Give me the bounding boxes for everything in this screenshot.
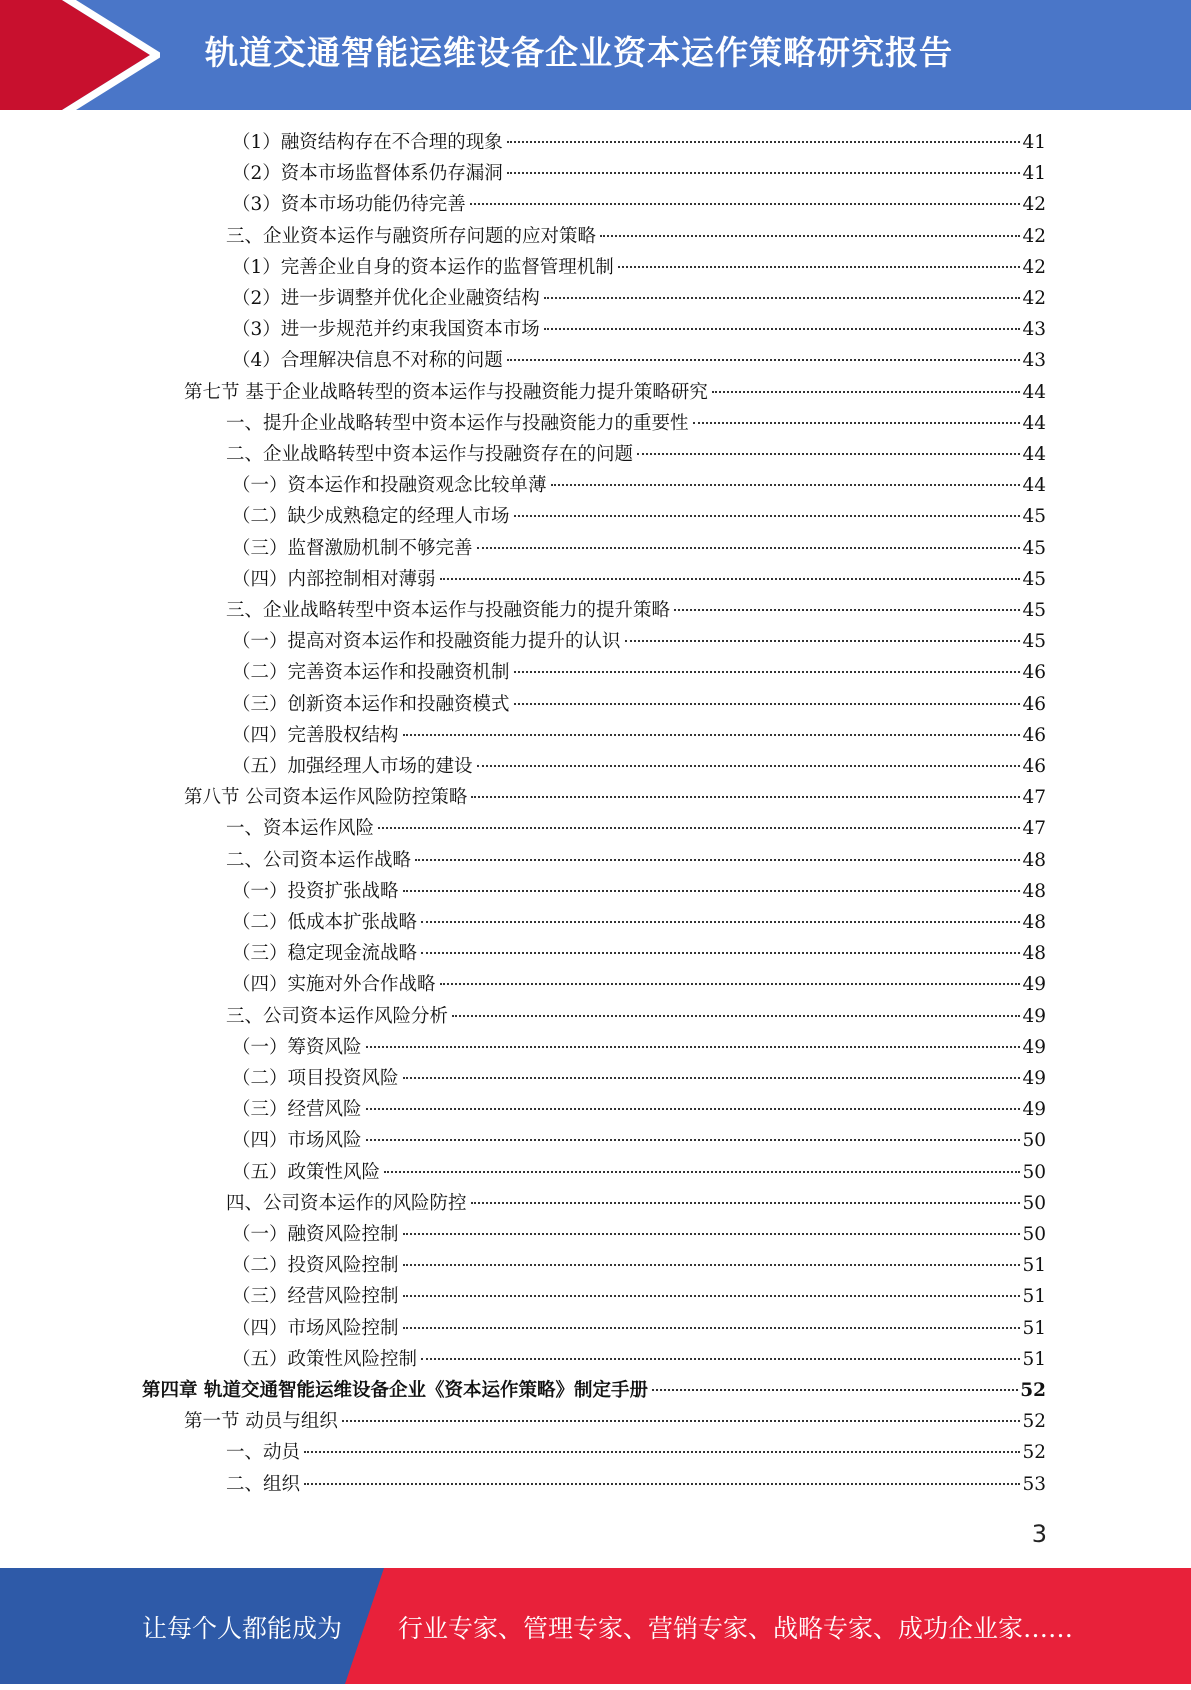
toc-entry-label: （四）内部控制相对薄弱 bbox=[232, 568, 436, 590]
toc-entry-label: 二、企业战略转型中资本运作与投融资存在的问题 bbox=[226, 444, 634, 465]
toc-entry-page: 46 bbox=[1022, 724, 1046, 746]
toc-dot-leader bbox=[471, 796, 1020, 798]
toc-entry-label: （三）经营风险控制 bbox=[232, 1286, 399, 1308]
toc-dot-leader bbox=[366, 1139, 1021, 1141]
toc-entry-page: 42 bbox=[1022, 194, 1046, 216]
toc-dot-leader bbox=[507, 172, 1021, 174]
toc-entry[interactable] bbox=[232, 938, 1046, 969]
toc-entry-page: 42 bbox=[1022, 225, 1046, 247]
page-header bbox=[0, 0, 1191, 110]
toc-entry-label: 三、企业战略转型中资本运作与投融资能力的提升策略 bbox=[226, 600, 671, 621]
toc-dot-leader bbox=[551, 484, 1021, 486]
toc-dot-leader bbox=[600, 235, 1020, 237]
toc-entry[interactable] bbox=[184, 1406, 1046, 1437]
toc-entry-label: （1）完善企业自身的资本运作的监督管理机制 bbox=[232, 256, 614, 278]
toc-entry-page: 44 bbox=[1022, 381, 1046, 403]
toc-entry[interactable] bbox=[184, 377, 1046, 408]
toc-entry-label: （二）完善资本运作和投融资机制 bbox=[232, 662, 510, 684]
toc-entry[interactable] bbox=[232, 689, 1046, 720]
toc-dot-leader bbox=[618, 266, 1021, 268]
toc-entry-page: 48 bbox=[1022, 912, 1046, 933]
toc-entry-label: 三、企业资本运作与融资所存问题的应对策略 bbox=[226, 225, 597, 247]
toc-entry-page: 45 bbox=[1022, 600, 1046, 621]
toc-dot-leader bbox=[403, 1233, 1021, 1235]
toc-entry-page: 41 bbox=[1022, 163, 1046, 185]
toc-dot-leader bbox=[403, 1327, 1021, 1329]
footer-slogan-right: 行业专家、管理专家、营销专家、战略专家、成功企业家…… bbox=[398, 1614, 1074, 1643]
toc-dot-leader bbox=[440, 983, 1021, 985]
toc-entry-label: （四）实施对外合作战略 bbox=[232, 974, 436, 996]
toc-entry-page: 45 bbox=[1022, 537, 1046, 559]
toc-entry[interactable] bbox=[142, 1375, 1046, 1406]
toc-dot-leader bbox=[693, 422, 1021, 424]
toc-entry[interactable] bbox=[232, 158, 1046, 189]
toc-entry-label: （一）融资风险控制 bbox=[232, 1224, 399, 1245]
toc-entry-page: 51 bbox=[1022, 1348, 1046, 1370]
toc-entry[interactable] bbox=[232, 1157, 1046, 1188]
toc-entry-label: （一）资本运作和投融资观念比较单薄 bbox=[232, 475, 547, 497]
toc-entry[interactable] bbox=[232, 1344, 1046, 1375]
toc-entry[interactable] bbox=[232, 1281, 1046, 1312]
toc-dot-leader bbox=[304, 1451, 1020, 1453]
toc-entry-page: 44 bbox=[1022, 475, 1046, 497]
toc-entry-page: 49 bbox=[1022, 1005, 1046, 1027]
toc-dot-leader bbox=[674, 609, 1020, 611]
toc-entry[interactable] bbox=[232, 533, 1046, 564]
page-number: 3 bbox=[1031, 1520, 1047, 1548]
toc-entry-label: 第一节 动员与组织 bbox=[184, 1411, 338, 1433]
toc-entry-label: （五）加强经理人市场的建设 bbox=[232, 756, 473, 777]
toc-entry-label: （三）监督激励机制不够完善 bbox=[232, 537, 473, 559]
toc-dot-leader bbox=[544, 328, 1021, 330]
toc-entry-label: （二）投资风险控制 bbox=[232, 1255, 399, 1277]
toc-entry-page: 51 bbox=[1022, 1317, 1046, 1339]
toc-entry-page: 52 bbox=[1022, 1442, 1046, 1464]
toc-dot-leader bbox=[421, 921, 1020, 923]
toc-dot-leader bbox=[366, 1108, 1021, 1110]
toc-dot-leader bbox=[421, 1358, 1020, 1360]
toc-entry[interactable] bbox=[232, 876, 1046, 907]
toc-dot-leader bbox=[477, 547, 1021, 549]
toc-entry[interactable] bbox=[232, 1219, 1046, 1250]
toc-entry-label: （四）市场风险控制 bbox=[232, 1317, 399, 1339]
toc-entry[interactable] bbox=[232, 1063, 1046, 1094]
toc-entry-page: 46 bbox=[1022, 756, 1046, 777]
toc-entry-page: 50 bbox=[1022, 1130, 1046, 1152]
toc-entry-label: （二）项目投资风险 bbox=[232, 1068, 399, 1089]
toc-entry[interactable] bbox=[226, 1001, 1046, 1032]
toc-entry-label: 一、动员 bbox=[226, 1442, 301, 1464]
toc-entry-label: 第四章 轨道交通智能运维设备企业《资本运作策略》制定手册 bbox=[142, 1380, 648, 1401]
toc-dot-leader bbox=[470, 203, 1021, 205]
toc-entry-label: 一、提升企业战略转型中资本运作与投融资能力的重要性 bbox=[226, 412, 689, 434]
toc-entry[interactable] bbox=[232, 283, 1046, 314]
toc-entry[interactable] bbox=[226, 221, 1046, 252]
toc-entry-label: 二、组织 bbox=[226, 1473, 301, 1495]
toc-entry[interactable] bbox=[232, 501, 1046, 532]
toc-entry-page: 47 bbox=[1022, 818, 1046, 840]
toc-entry-label: （四）完善股权结构 bbox=[232, 724, 399, 746]
toc-entry-label: （3）资本市场功能仍待完善 bbox=[232, 194, 466, 216]
toc-dot-leader bbox=[403, 734, 1021, 736]
toc-entry[interactable] bbox=[232, 720, 1046, 751]
toc-entry-page: 48 bbox=[1022, 943, 1046, 965]
toc-entry-page: 49 bbox=[1022, 1099, 1046, 1121]
toc-entry[interactable] bbox=[184, 782, 1046, 813]
toc-entry[interactable] bbox=[232, 470, 1046, 501]
toc-entry[interactable] bbox=[226, 845, 1046, 876]
toc-entry-page: 47 bbox=[1022, 787, 1046, 809]
toc-entry-page: 42 bbox=[1022, 256, 1046, 278]
toc-entry-label: （二）缺少成熟稳定的经理人市场 bbox=[232, 506, 510, 528]
toc-entry[interactable] bbox=[232, 564, 1046, 595]
toc-entry-label: （2）进一步调整并优化企业融资结构 bbox=[232, 288, 540, 309]
toc-entry-page: 50 bbox=[1022, 1161, 1046, 1183]
toc-entry-label: （二）低成本扩张战略 bbox=[232, 912, 418, 933]
toc-dot-leader bbox=[652, 1389, 1018, 1391]
toc-entry[interactable] bbox=[226, 813, 1046, 844]
toc-entry[interactable] bbox=[232, 907, 1046, 938]
header-title: 轨道交通智能运维设备企业资本运作策略研究报告 bbox=[205, 33, 953, 72]
toc-entry-page: 45 bbox=[1022, 568, 1046, 590]
toc-dot-leader bbox=[421, 952, 1020, 954]
toc-entry-label: 第七节 基于企业战略转型的资本运作与投融资能力提升策略研究 bbox=[184, 381, 708, 403]
toc-entry-label: 一、资本运作风险 bbox=[226, 818, 375, 840]
toc-entry-label: （五）政策性风险控制 bbox=[232, 1348, 418, 1370]
toc-entry[interactable] bbox=[232, 189, 1046, 220]
toc-entry-page: 49 bbox=[1022, 1068, 1046, 1089]
toc-entry-page: 48 bbox=[1022, 849, 1046, 871]
toc-entry-page: 43 bbox=[1022, 319, 1046, 341]
toc-entry-label: （三）稳定现金流战略 bbox=[232, 943, 418, 965]
toc-entry-page: 42 bbox=[1022, 288, 1046, 309]
toc-dot-leader bbox=[507, 141, 1021, 143]
toc-entry-page: 53 bbox=[1022, 1473, 1046, 1495]
toc-dot-leader bbox=[403, 1264, 1021, 1266]
toc-entry[interactable] bbox=[232, 1250, 1046, 1281]
toc-entry[interactable] bbox=[232, 1094, 1046, 1125]
toc-entry[interactable] bbox=[226, 595, 1046, 626]
toc-dot-leader bbox=[304, 1483, 1020, 1485]
toc-entry-page: 51 bbox=[1022, 1255, 1046, 1277]
toc-entry-page: 46 bbox=[1022, 662, 1046, 684]
toc-entry-page: 52 bbox=[1022, 1411, 1046, 1433]
toc-dot-leader bbox=[637, 453, 1020, 455]
toc-dot-leader bbox=[514, 671, 1021, 673]
toc-dot-leader bbox=[544, 297, 1021, 299]
toc-entry-page: 45 bbox=[1022, 506, 1046, 528]
toc-entry-label: （一）提高对资本运作和投融资能力提升的认识 bbox=[232, 631, 621, 653]
toc-dot-leader bbox=[403, 1077, 1021, 1079]
toc-entry[interactable] bbox=[232, 1125, 1046, 1156]
toc-entry-label: 二、公司资本运作战略 bbox=[226, 849, 412, 871]
toc-dot-leader bbox=[452, 1015, 1020, 1017]
toc-entry-label: （一）投资扩张战略 bbox=[232, 880, 399, 902]
toc-entry-label: （三）创新资本运作和投融资模式 bbox=[232, 693, 510, 715]
toc-entry-label: （3）进一步规范并约束我国资本市场 bbox=[232, 319, 540, 341]
toc-dot-leader bbox=[342, 1420, 1021, 1422]
toc-entry-page: 43 bbox=[1022, 350, 1046, 372]
toc-dot-leader bbox=[440, 578, 1021, 580]
toc-entry-label: （2）资本市场监督体系仍存漏洞 bbox=[232, 163, 503, 185]
toc-entry-page: 49 bbox=[1022, 1036, 1046, 1058]
toc-dot-leader bbox=[712, 391, 1021, 393]
toc-entry-label: （五）政策性风险 bbox=[232, 1161, 381, 1183]
toc-entry-label: 四、公司资本运作的风险防控 bbox=[226, 1192, 467, 1214]
page-footer bbox=[0, 1568, 1191, 1684]
toc-dot-leader bbox=[625, 640, 1021, 642]
toc-dot-leader bbox=[471, 1202, 1021, 1204]
toc-entry-label: （1）融资结构存在不合理的现象 bbox=[232, 132, 503, 153]
toc-entry-label: （四）市场风险 bbox=[232, 1130, 362, 1152]
toc-dot-leader bbox=[384, 1171, 1020, 1173]
toc-entry-page: 51 bbox=[1022, 1286, 1046, 1308]
toc-dot-leader bbox=[403, 890, 1021, 892]
toc-entry-page: 52 bbox=[1020, 1380, 1046, 1401]
toc-entry-page: 48 bbox=[1022, 880, 1046, 902]
toc-entry[interactable] bbox=[232, 345, 1046, 376]
toc-entry[interactable] bbox=[226, 408, 1046, 439]
toc-entry-page: 46 bbox=[1022, 693, 1046, 715]
toc-entry-page: 50 bbox=[1022, 1192, 1046, 1214]
toc-entry[interactable] bbox=[226, 1437, 1046, 1468]
toc-entry-page: 44 bbox=[1022, 412, 1046, 434]
toc-entry[interactable] bbox=[226, 1188, 1046, 1219]
toc-entry[interactable] bbox=[232, 1032, 1046, 1063]
toc-entry-page: 44 bbox=[1022, 444, 1046, 465]
toc-entry[interactable] bbox=[226, 1469, 1046, 1500]
footer-slogan-left: 让每个人都能成为 bbox=[142, 1614, 343, 1643]
chevron-arrow-icon bbox=[0, 0, 160, 110]
toc-entry-label: （一）筹资风险 bbox=[232, 1036, 362, 1058]
toc-entry[interactable] bbox=[232, 751, 1046, 782]
toc-entry[interactable] bbox=[232, 127, 1046, 158]
toc-entry[interactable] bbox=[232, 657, 1046, 688]
toc-entry[interactable] bbox=[232, 969, 1046, 1000]
toc-entry-page: 41 bbox=[1022, 132, 1046, 153]
toc-dot-leader bbox=[378, 827, 1020, 829]
toc-entry-label: 三、公司资本运作风险分析 bbox=[226, 1005, 449, 1027]
toc-dot-leader bbox=[514, 703, 1021, 705]
toc-entry[interactable] bbox=[232, 314, 1046, 345]
toc-dot-leader bbox=[477, 765, 1021, 767]
toc-entry[interactable] bbox=[232, 252, 1046, 283]
toc-dot-leader bbox=[366, 1046, 1021, 1048]
toc-entry-label: （4）合理解决信息不对称的问题 bbox=[232, 350, 503, 372]
toc-dot-leader bbox=[507, 359, 1021, 361]
toc-entry[interactable] bbox=[232, 1313, 1046, 1344]
toc-entry-page: 50 bbox=[1022, 1224, 1046, 1245]
toc-entry-page: 45 bbox=[1022, 631, 1046, 653]
toc-entry-label: （三）经营风险 bbox=[232, 1099, 362, 1121]
toc-entry[interactable] bbox=[226, 439, 1046, 470]
toc-entry[interactable] bbox=[232, 626, 1046, 657]
toc-dot-leader bbox=[514, 515, 1021, 517]
toc-entry-page: 49 bbox=[1022, 974, 1046, 996]
toc-dot-leader bbox=[415, 859, 1020, 861]
toc-dot-leader bbox=[403, 1295, 1021, 1297]
toc-entry-label: 第八节 公司资本运作风险防控策略 bbox=[184, 787, 468, 809]
